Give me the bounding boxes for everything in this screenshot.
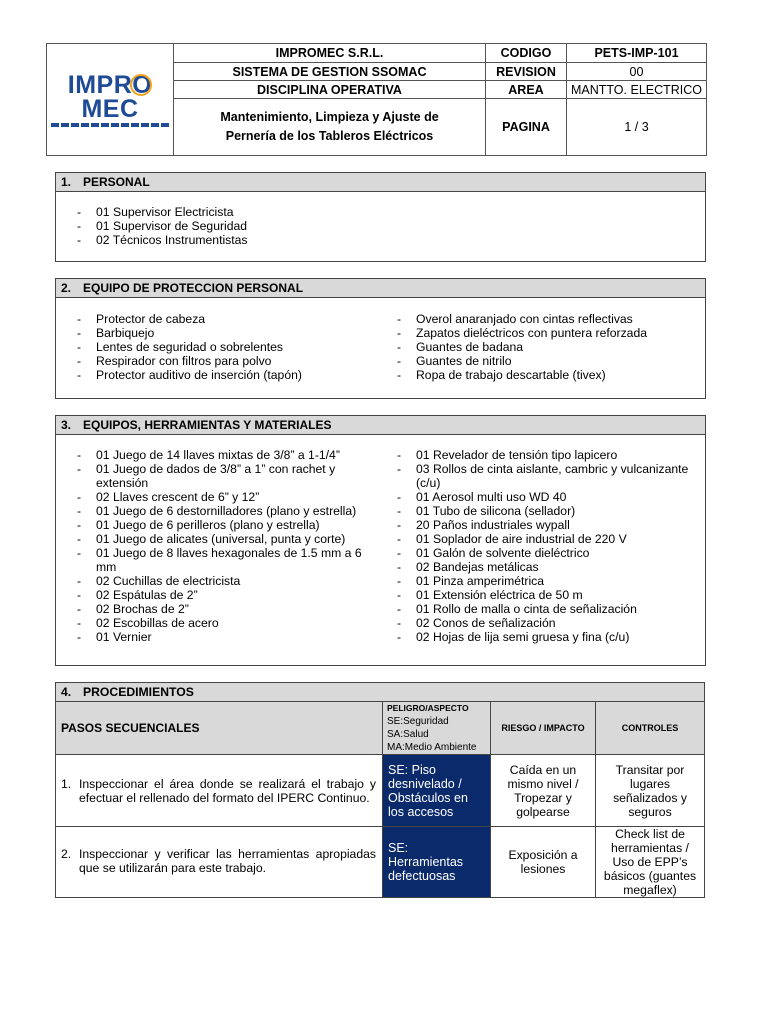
- area-value: MANTTO. ELECTRICO: [567, 81, 707, 99]
- list-item: - 01 Tubo de silicona (sellador): [376, 504, 701, 518]
- list-item: - 02 Cuchillas de electricista: [56, 574, 371, 588]
- section-epp: [55, 278, 706, 399]
- col-riesgo-header: RIESGO / IMPACTO: [491, 702, 596, 755]
- list-item: - 01 Rollo de malla o cinta de señalización: [376, 602, 701, 616]
- list-item: - 03 Rollos de cinta aislante, cambric y vulcanizante (c/u): [376, 462, 701, 490]
- pagina-value: 1 / 3: [567, 99, 707, 156]
- area-label: AREA: [486, 81, 567, 99]
- list-item: - Protector de cabeza: [56, 312, 376, 326]
- list-item: - Zapatos dieléctricos con puntera reforzada: [376, 326, 701, 340]
- table-row: [56, 755, 705, 827]
- list-item: - 01 Juego de alicates (universal, punta y corte): [56, 532, 371, 546]
- table-row: [56, 827, 705, 898]
- list-item: - 01 Supervisor Electricista: [56, 205, 705, 219]
- col-controles-header: CONTROLES: [596, 702, 705, 755]
- list-item: - 01 Juego de 14 llaves mixtas de 3/8” a 1-1/4”: [56, 448, 371, 462]
- list-item: - Lentes de seguridad o sobrelentes: [56, 340, 376, 354]
- list-item: - 01 Juego de 6 perilleros (plano y estrella): [56, 518, 371, 532]
- pagina-label: PAGINA: [486, 99, 567, 156]
- list-item: - 02 Bandejas metálicas: [376, 560, 701, 574]
- list-item: - 02 Espátulas de 2”: [56, 588, 371, 602]
- section-title: 4. PROCEDIMIENTOS: [56, 683, 705, 702]
- list-item: - 01 Juego de 6 destornilladores (plano y estrella): [56, 504, 371, 518]
- equipos-list-right: [376, 448, 701, 644]
- epp-list-left: [56, 312, 376, 382]
- controles-cell: Transitar por lugares señalizados y seguros: [596, 755, 705, 827]
- section-personal: [55, 172, 706, 262]
- list-item: - 01 Revelador de tensión tipo lapicero: [376, 448, 701, 462]
- document-title: Mantenimiento, Limpieza y Ajuste de Pernería de los Tableros Eléctricos: [174, 99, 486, 156]
- list-item: - 01 Pinza amperimétrica: [376, 574, 701, 588]
- equipos-list-left: [56, 448, 371, 644]
- list-item: - Barbiquejo: [56, 326, 376, 340]
- list-item: - Guantes de badana: [376, 340, 701, 354]
- list-item: - 01 Vernier: [56, 630, 371, 644]
- paso-cell: 1. Inspeccionar el área donde se realizará el trabajo y efectuar el rellenado del formato del IPERC Continuo.: [56, 755, 383, 827]
- col-peligro-header: PELIGRO/ASPECTO SE:Seguridad SA:Salud MA:Medio Ambiente: [383, 702, 491, 755]
- paso-cell: 2. Inspeccionar y verificar las herramientas apropiadas que se utilizarán para este trabajo.: [56, 827, 383, 898]
- section-equipos: [55, 415, 706, 666]
- section-title: 3. EQUIPOS, HERRAMIENTAS Y MATERIALES: [56, 416, 705, 435]
- list-item: - 01 Aerosol multi uso WD 40: [376, 490, 701, 504]
- list-item: - Respirador con filtros para polvo: [56, 354, 376, 368]
- list-item: - 02 Llaves crescent de 6” y 12”: [56, 490, 371, 504]
- list-item: - Guantes de nitrilo: [376, 354, 701, 368]
- list-item: - 01 Galón de solvente dieléctrico: [376, 546, 701, 560]
- list-item: - 02 Conos de señalización: [376, 616, 701, 630]
- revision-value: 00: [567, 63, 707, 81]
- col-pasos-header: PASOS SECUENCIALES: [56, 702, 383, 755]
- list-item: - 02 Brochas de 2”: [56, 602, 371, 616]
- list-item: - 01 Juego de dados de 3/8” a 1” con rachet y extensión: [56, 462, 371, 490]
- revision-label: REVISION: [486, 63, 567, 81]
- company-logo: IMPROMEC: [47, 44, 174, 156]
- list-item: - 01 Soplador de aire industrial de 220 V: [376, 532, 701, 546]
- riesgo-cell: Exposición a lesiones: [491, 827, 596, 898]
- list-item: - 01 Extensión eléctrica de 50 m: [376, 588, 701, 602]
- document-header: [46, 43, 707, 156]
- personal-list: [56, 205, 705, 247]
- section-title: 2. EQUIPO DE PROTECCION PERSONAL: [56, 279, 705, 298]
- list-item: - Ropa de trabajo descartable (tivex): [376, 368, 701, 382]
- peligro-cell: SE: Piso desnivelado / Obstáculos en los accesos: [383, 755, 491, 827]
- list-item: - 20 Paños industriales wypall: [376, 518, 701, 532]
- company-name: IMPROMEC S.R.L.: [174, 44, 486, 63]
- list-item: - 01 Supervisor de Seguridad: [56, 219, 705, 233]
- codigo-value: PETS-IMP-101: [567, 44, 707, 63]
- list-item: - 02 Escobillas de acero: [56, 616, 371, 630]
- controles-cell: Check list de herramientas / Uso de EPP’s básicos (guantes megaflex): [596, 827, 705, 898]
- epp-list-right: [376, 312, 701, 382]
- list-item: - Protector auditivo de inserción (tapón): [56, 368, 376, 382]
- codigo-label: CODIGO: [486, 44, 567, 63]
- list-item: - 02 Técnicos Instrumentistas: [56, 233, 705, 247]
- riesgo-cell: Caída en un mismo nivel / Tropezar y golpearse: [491, 755, 596, 827]
- list-item: - 01 Juego de 8 llaves hexagonales de 1.5 mm a 6 mm: [56, 546, 371, 574]
- system-name: SISTEMA DE GESTION SSOMAC: [174, 63, 486, 81]
- list-item: - 02 Hojas de lija semi gruesa y fina (c/u): [376, 630, 701, 644]
- list-item: - Overol anaranjado con cintas reflectivas: [376, 312, 701, 326]
- section-title: 1. PERSONAL: [56, 173, 705, 192]
- discipline-name: DISCIPLINA OPERATIVA: [174, 81, 486, 99]
- peligro-cell: SE: Herramientas defectuosas: [383, 827, 491, 898]
- procedures-table: [55, 682, 705, 898]
